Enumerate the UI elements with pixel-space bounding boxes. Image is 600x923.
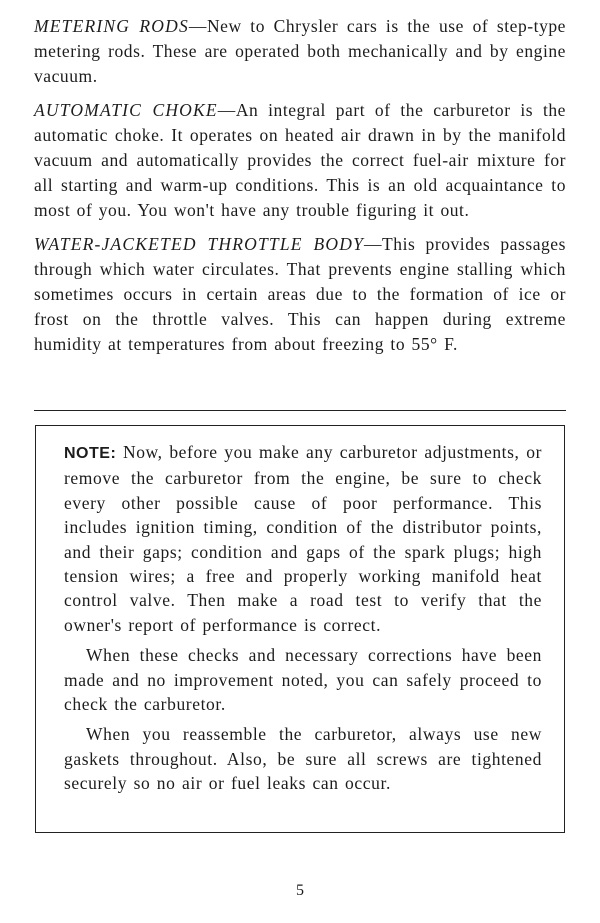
throttle-body-paragraph <box>34 232 566 358</box>
throttle-body-heading: WATER-JACKETED THROTTLE BODY <box>34 233 364 254</box>
note-paragraph-2: When these checks and necessary corrections have been made and no improvement noted, you can safely proceed to check the carburetor. <box>64 645 542 715</box>
note-paragraph-3: When you reassemble the carburetor, always use new gaskets throughout. Also, be sure all screws are tightened securely so no air or fuel leaks can occur. <box>64 724 542 794</box>
automatic-choke-paragraph <box>34 98 566 224</box>
metering-rods-heading: METERING RODS <box>34 16 189 36</box>
note-content <box>64 440 542 802</box>
note-box <box>35 425 565 833</box>
note-text-1: Now, before you make any carburetor adjustments, or remove the carburetor from the engine, be sure to check every other possible cause of poor performance. This includes ignition timing, condition of the distributor points, and their gaps; condition and gaps of the spark plugs; high tension wires; a free and properly working manifold heat control valve. Then make a road test to verify that the owner's report of performance is correct. <box>64 442 542 635</box>
body-text <box>34 14 566 366</box>
metering-rods-paragraph <box>34 14 566 90</box>
automatic-choke-heading: AUTOMATIC CHOKE <box>34 99 218 120</box>
note-label: NOTE: <box>64 445 117 462</box>
throttle-body-text: —This provides passages through which water circulates. That prevents engine stalling which sometimes occurs in certain areas due to the formation of ice or frost on the throttle valves. This can happen during extreme humidity at temperatures from about freezing to 55° F. <box>34 233 566 355</box>
page-number: 5 <box>296 882 304 899</box>
automatic-choke-text: —An integral part of the carburetor is the automatic choke. It operates on heated air drawn in by the manifold vacuum and automatically provides the correct fuel-air mixture for all starting and warm-up conditions. This is an old acquaintance to most of you. You won't have any trouble figuring it out. <box>34 99 566 221</box>
section-divider <box>34 410 566 411</box>
metering-rods-text: —New to Chrysler cars is the use of step-type metering rods. These are operated both mechanically and by engine vacuum. <box>34 16 566 87</box>
note-paragraph-1 <box>64 440 542 637</box>
